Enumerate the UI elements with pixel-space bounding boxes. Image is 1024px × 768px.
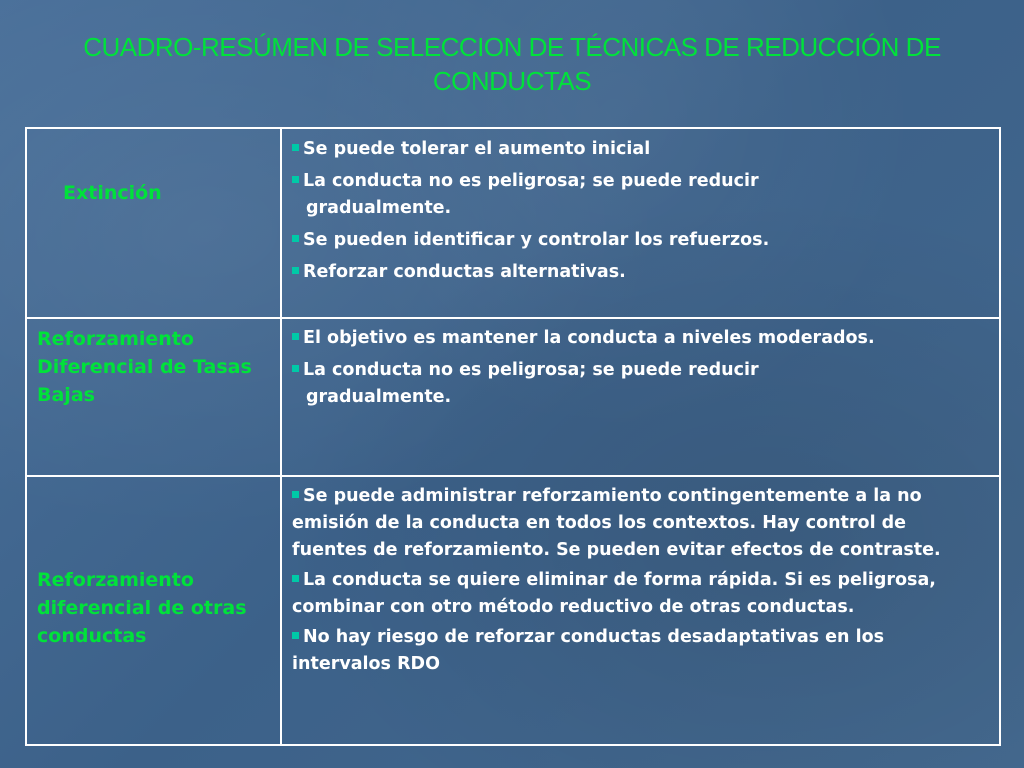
bullet-continuation: gradualmente. [306,198,452,218]
list-item [292,624,985,678]
bullet-text: Se pueden identificar y controlar los refuerzos. [303,230,770,250]
technique-cell [26,318,281,476]
list-item [292,567,985,621]
square-bullet-icon [292,632,299,639]
list-item [292,325,989,352]
bullet-text: Se puede administrar reforzamiento contingentemente a la no emisión de la conducta en todos los contextos. Hay control de fuentes de reforzamiento. Se pueden evitar efectos de contraste. [292,486,941,560]
technique-cell [26,128,281,318]
list-item [292,259,989,286]
technique-label: Extinción [63,182,162,204]
bullet-text: Reforzar conductas alternativas. [303,262,626,282]
criteria-cell [281,476,1000,745]
technique-label: Reforzamiento Diferencial de Tasas Bajas [37,328,252,406]
criteria-list [282,129,999,286]
list-item [292,136,989,163]
bullet-text: Se puede tolerar el aumento inicial [303,139,651,159]
bullet-text: La conducta se quiere eliminar de forma rápida. Si es peligrosa, combinar con otro método reductivo de otras conductas. [292,570,936,617]
bullet-text: La conducta no es peligrosa; se puede reducir [303,360,759,380]
table-row [26,128,1000,318]
square-bullet-icon [292,144,299,151]
bullet-continuation: gradualmente. [306,387,452,407]
square-bullet-icon [292,491,299,498]
list-item [292,227,989,254]
square-bullet-icon [292,575,299,582]
bullet-text: El objetivo es mantener la conducta a niveles moderados. [303,328,875,348]
square-bullet-icon [292,333,299,340]
list-item [292,357,989,411]
criteria-list [282,319,999,411]
square-bullet-icon [292,267,299,274]
square-bullet-icon [292,365,299,372]
list-item [292,483,985,564]
bullet-text: La conducta no es peligrosa; se puede reducir [303,171,759,191]
slide-title: CUADRO-RESÚMEN DE SELECCION DE TÉCNICAS DE REDUCCIÓN DE CONDUCTAS [83,32,941,96]
summary-table [25,127,1001,746]
square-bullet-icon [292,235,299,242]
table-row [26,318,1000,476]
square-bullet-icon [292,176,299,183]
bullet-text: No hay riesgo de reforzar conductas desadaptativas en los intervalos RDO [292,627,885,674]
criteria-cell [281,318,1000,476]
technique-label: Reforzamiento diferencial de otras conductas [37,569,247,647]
table-row [26,476,1000,745]
criteria-cell [281,128,1000,318]
technique-cell [26,476,281,745]
list-item [292,168,989,222]
criteria-list [282,477,999,678]
